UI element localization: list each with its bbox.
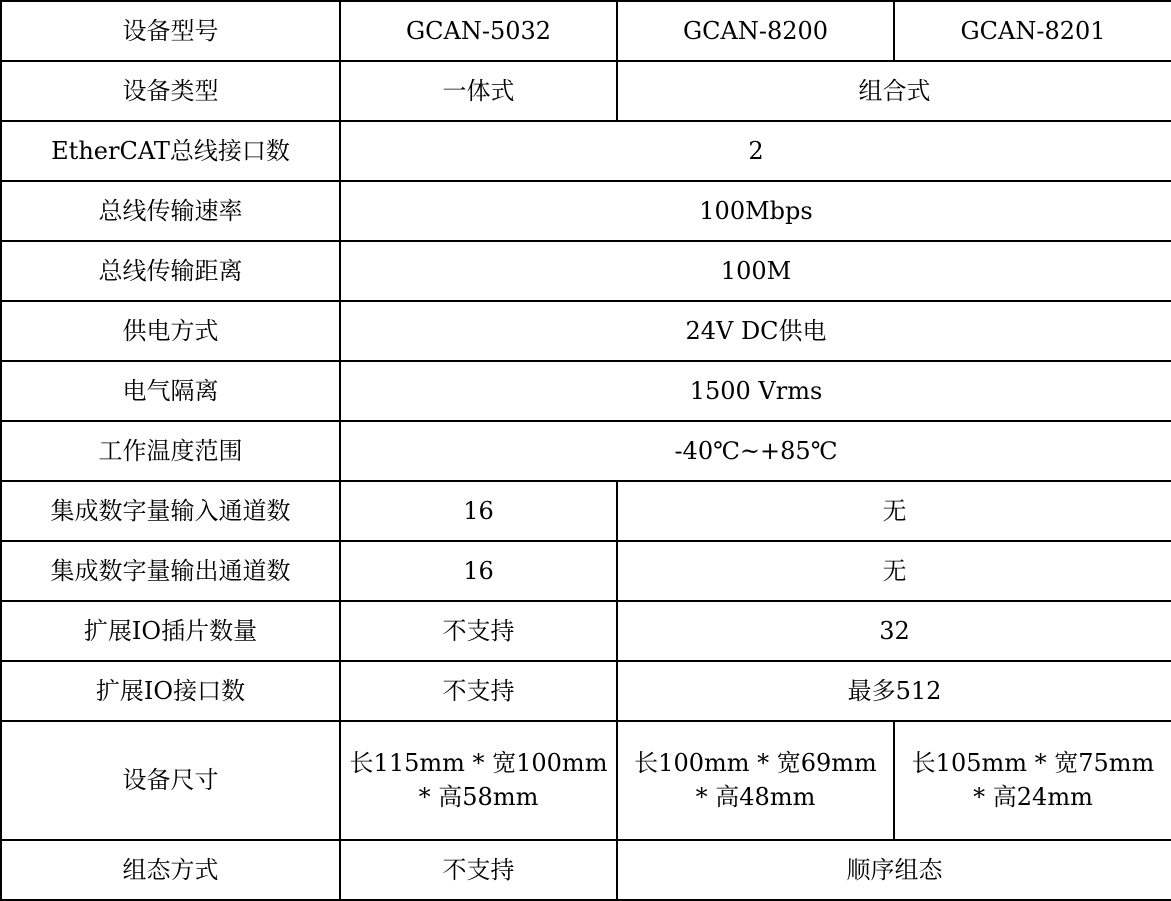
ethercat-ports-value: 2 (340, 121, 1171, 181)
table-row (1, 241, 1171, 301)
row-label-isolation: 电气隔离 (1, 361, 340, 421)
digital-output-modular: 无 (617, 541, 1171, 601)
row-label-io-ports: 扩展IO接口数 (1, 661, 340, 721)
table-row (1, 840, 1171, 900)
type-modular: 组合式 (617, 61, 1171, 121)
config-integrated: 不支持 (340, 840, 617, 900)
row-label-temperature: 工作温度范围 (1, 421, 340, 481)
config-modular: 顺序组态 (617, 840, 1171, 900)
table-row (1, 181, 1171, 241)
io-ports-integrated: 不支持 (340, 661, 617, 721)
row-label-bus-rate: 总线传输速率 (1, 181, 340, 241)
row-label-model: 设备型号 (1, 1, 340, 61)
model-gcan-8201: GCAN-8201 (894, 1, 1171, 61)
digital-input-modular: 无 (617, 481, 1171, 541)
bus-rate-value: 100Mbps (340, 181, 1171, 241)
row-label-size: 设备尺寸 (1, 721, 340, 840)
table-row (1, 61, 1171, 121)
table-row (1, 601, 1171, 661)
io-ports-modular: 最多512 (617, 661, 1171, 721)
row-label-io-slices: 扩展IO插片数量 (1, 601, 340, 661)
digital-input-integrated: 16 (340, 481, 617, 541)
isolation-value: 1500 Vrms (340, 361, 1171, 421)
row-label-type: 设备类型 (1, 61, 340, 121)
model-gcan-8200: GCAN-8200 (617, 1, 894, 61)
bus-distance-value: 100M (340, 241, 1171, 301)
temperature-value: -40℃~+85℃ (340, 421, 1171, 481)
model-gcan-5032: GCAN-5032 (340, 1, 617, 61)
table-row (1, 1, 1171, 61)
table-row (1, 121, 1171, 181)
type-integrated: 一体式 (340, 61, 617, 121)
table-row (1, 721, 1171, 840)
size-gcan-8201: 长105mm * 宽75mm * 高24mm (894, 721, 1171, 840)
row-label-digital-output: 集成数字量输出通道数 (1, 541, 340, 601)
row-label-ethercat-ports: EtherCAT总线接口数 (1, 121, 340, 181)
digital-output-integrated: 16 (340, 541, 617, 601)
io-slices-modular: 32 (617, 601, 1171, 661)
table-row (1, 661, 1171, 721)
row-label-config: 组态方式 (1, 840, 340, 900)
size-gcan-5032: 长115mm * 宽100mm * 高58mm (340, 721, 617, 840)
power-value: 24V DC供电 (340, 301, 1171, 361)
io-slices-integrated: 不支持 (340, 601, 617, 661)
table-row (1, 541, 1171, 601)
size-gcan-8200: 长100mm * 宽69mm * 高48mm (617, 721, 894, 840)
table-row (1, 481, 1171, 541)
row-label-power: 供电方式 (1, 301, 340, 361)
table-row (1, 361, 1171, 421)
table-row (1, 421, 1171, 481)
table-row (1, 301, 1171, 361)
row-label-bus-distance: 总线传输距离 (1, 241, 340, 301)
row-label-digital-input: 集成数字量输入通道数 (1, 481, 340, 541)
